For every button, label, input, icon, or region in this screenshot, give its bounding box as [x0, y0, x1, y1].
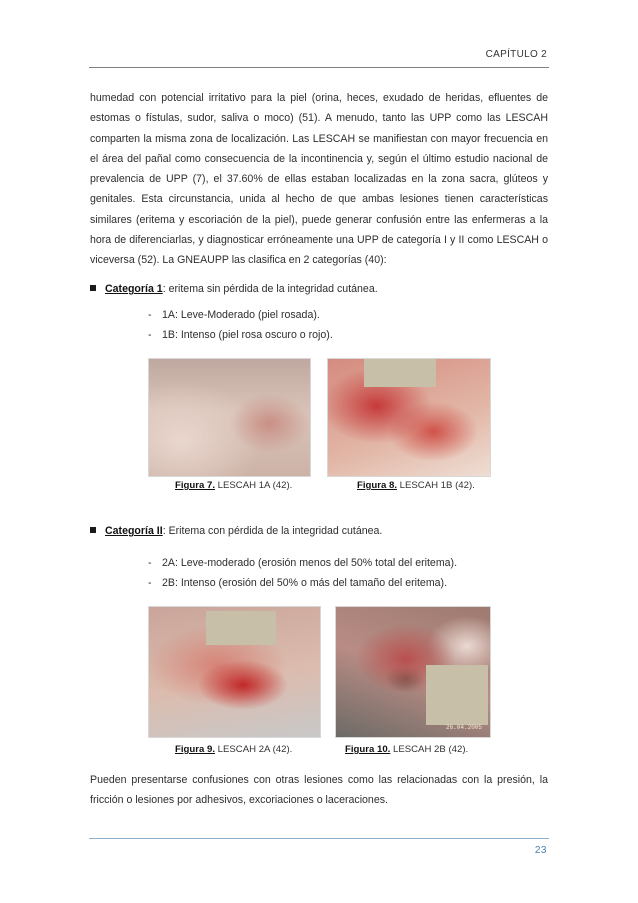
- photo-date-stamp: 26.04.2005: [445, 724, 482, 731]
- subitem-2a: - 2A: Leve-moderado (erosión menos del 50% total del eritema).: [148, 557, 458, 569]
- figure-7-caption: Figura 7. LESCAH 1A (42).: [175, 480, 293, 491]
- category-2-item: [90, 525, 382, 537]
- bullet-icon: [90, 527, 96, 533]
- subitem-2a-text: 2A: Leve-moderado (erosión menos del 50% total del eritema).: [162, 557, 458, 569]
- subitem-1a-text: 1A: Leve-Moderado (piel rosada).: [162, 309, 320, 321]
- subitem-2b-text: 2B: Intenso (erosión del 50% o más del tamaño del eritema).: [162, 577, 448, 589]
- header-divider: [89, 67, 549, 68]
- category-1-description: : eritema sin pérdida de la integridad cutánea.: [162, 283, 378, 295]
- category-2-title: Categoría II: [105, 525, 163, 537]
- chapter-label: CAPÍTULO 2: [485, 49, 547, 60]
- redaction-box: [206, 611, 276, 645]
- figure-9-photo: [148, 606, 321, 738]
- figure-10-photo: [335, 606, 491, 738]
- figure-8-caption: Figura 8. LESCAH 1B (42).: [357, 480, 475, 491]
- subitem-1b-text: 1B: Intenso (piel rosa oscuro o rojo).: [162, 329, 333, 341]
- redaction-box: [364, 359, 436, 387]
- closing-paragraph: Pueden presentarse confusiones con otras lesiones como las relacionadas con la presión, la fricción o lesiones por adhesivos, excoriaciones o laceraciones.: [90, 774, 548, 807]
- figure-9-caption: Figura 9. LESCAH 2A (42).: [175, 744, 293, 755]
- subitem-2b: - 2B: Intenso (erosión del 50% o más del tamaño del eritema).: [148, 577, 448, 589]
- intro-paragraph: humedad con potencial irritativo para la piel (orina, heces, exudado de heridas, efluentes de estomas o fístulas, sudor, saliva o moco) (51). A menudo, tanto las UPP como las LESCAH comparten la misma zona de localización. Las LESCAH se manifiestan con mayor frecuencia en el área del pañal como consecuencia de la incontinencia y, según el último estudio nacional de prevalencia de UPP (7), el 37.60% de ellas estaban localizadas en la zona sacra, glúteos y genitales. Esta circunstancia, unida al hecho de que ambas lesiones tienen características similares (eritema y escoriación de la piel), puede generar confusión entre las enfermeras a la hora de diferenciarlas, y diagnosticar erróneamente una UPP de categoría I y II como LESCAH o viceversa (52). La GNEAUPP las clasifica en 2 categorías (40):: [90, 92, 548, 267]
- figure-8-photo: [327, 358, 491, 477]
- subitem-1b: - 1B: Intenso (piel rosa oscuro o rojo).: [148, 329, 333, 341]
- category-1-title: Categoría 1: [105, 283, 163, 295]
- subitem-1a: - 1A: Leve-Moderado (piel rosada).: [148, 309, 320, 321]
- category-2-description: : Eritema con pérdida de la integridad cutánea.: [162, 525, 383, 537]
- page-number: 23: [534, 845, 547, 856]
- bullet-icon: [90, 285, 96, 291]
- footer-divider: [89, 838, 549, 839]
- figure-10-caption: Figura 10. LESCAH 2B (42).: [345, 744, 469, 755]
- category-1-item: [90, 283, 378, 295]
- figure-7-photo: [148, 358, 311, 477]
- redaction-box: [426, 665, 488, 725]
